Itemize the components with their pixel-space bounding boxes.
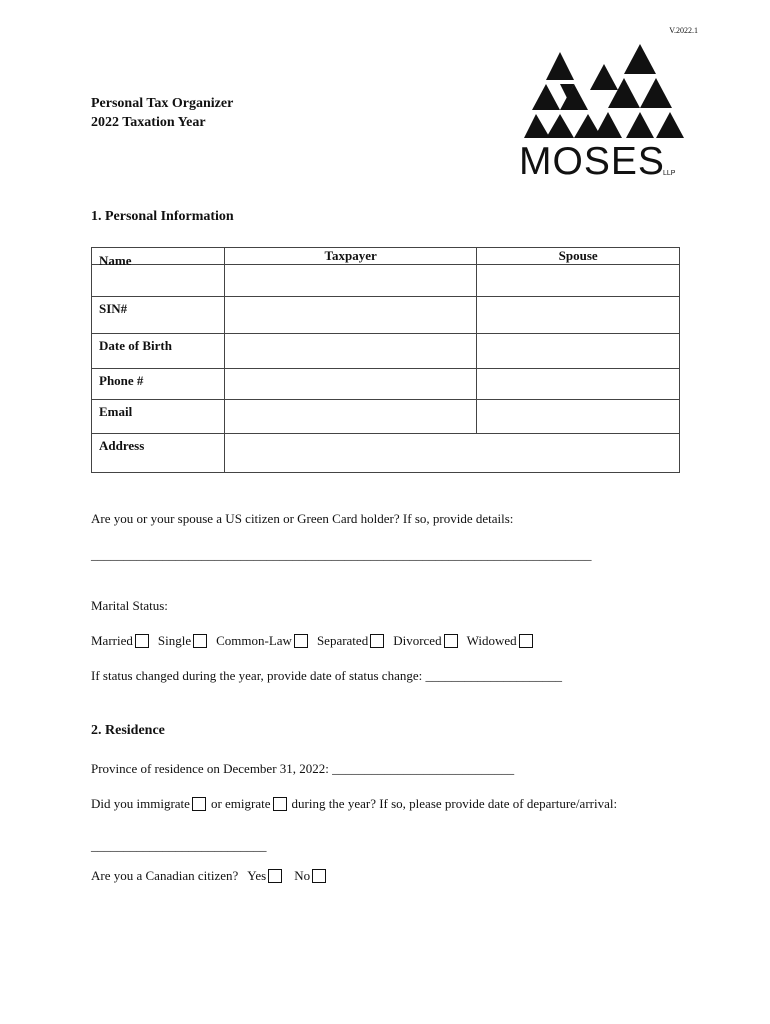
address-field[interactable] [225, 434, 680, 473]
option-single-label: Single [157, 633, 192, 648]
version-label: V.2022.1 [669, 26, 698, 35]
option-single[interactable] [158, 633, 207, 649]
single-checkbox[interactable] [193, 634, 207, 648]
section-heading-residence: 2. Residence [91, 723, 165, 738]
option-divorced[interactable] [393, 633, 457, 649]
title-line-1: Personal Tax Organizer [91, 96, 234, 111]
immigrate-label: Did you immigrate [91, 796, 190, 811]
option-common-law[interactable] [216, 633, 308, 649]
option-divorced-label: Divorced [393, 633, 442, 648]
row-label-phone: Phone # [92, 369, 225, 400]
yes-checkbox[interactable] [268, 869, 282, 883]
us-details-line[interactable]: _____________________________________________________________________________ [91, 547, 592, 562]
option-separated-label: Separated [316, 633, 369, 648]
taxpayer-name-field[interactable] [225, 265, 477, 297]
option-married-label: Married [91, 633, 133, 648]
row-label-address: Address [92, 434, 225, 473]
immigrate-checkbox[interactable] [192, 797, 206, 811]
canadian-citizen-question [91, 868, 326, 884]
column-header-spouse: Spouse [477, 248, 680, 265]
spouse-phone-field[interactable] [477, 369, 680, 400]
no-checkbox[interactable] [312, 869, 326, 883]
yes-label: Yes [247, 868, 267, 883]
married-checkbox[interactable] [135, 634, 149, 648]
taxpayer-phone-field[interactable] [225, 369, 477, 400]
row-label-email: Email [92, 400, 225, 434]
common-law-checkbox[interactable] [294, 634, 308, 648]
divorced-checkbox[interactable] [444, 634, 458, 648]
spouse-sin-field[interactable] [477, 297, 680, 334]
option-widowed-label: Widowed [466, 633, 517, 648]
widowed-checkbox[interactable] [519, 634, 533, 648]
spouse-email-field[interactable] [477, 400, 680, 434]
column-header-taxpayer: Taxpayer [225, 248, 477, 265]
marital-status-label: Marital Status: [91, 598, 168, 613]
taxpayer-sin-field[interactable] [225, 297, 477, 334]
row-label-dob: Date of Birth [92, 334, 225, 369]
option-separated[interactable] [317, 633, 384, 649]
taxpayer-email-field[interactable] [225, 400, 477, 434]
option-widowed[interactable] [467, 633, 533, 649]
us-citizen-question: Are you or your spouse a US citizen or Green Card holder? If so, provide details: [91, 511, 514, 526]
separated-checkbox[interactable] [370, 634, 384, 648]
taxpayer-dob-field[interactable] [225, 334, 477, 369]
personal-info-table [91, 247, 680, 473]
no-label: No [294, 868, 311, 883]
title-line-2: 2022 Taxation Year [91, 115, 206, 130]
document-title [91, 94, 233, 132]
option-married[interactable] [91, 633, 149, 649]
logo-wordmark: MOSES [519, 140, 665, 183]
spouse-name-field[interactable] [477, 265, 680, 297]
logo-suffix: LLP [663, 170, 676, 177]
row-label-name: Name [92, 265, 225, 297]
section-heading-personal: 1. Personal Information [91, 209, 234, 224]
spouse-dob-field[interactable] [477, 334, 680, 369]
immigration-date-line[interactable]: ___________________________ [91, 838, 267, 853]
option-common-law-label: Common-Law [216, 633, 292, 648]
emigrate-checkbox[interactable] [273, 797, 287, 811]
citizen-question-label: Are you a Canadian citizen? [91, 868, 239, 883]
emigrate-label: or emigrate [210, 796, 271, 811]
marital-status-options [91, 633, 542, 649]
immigration-date-prompt: during the year? If so, please provide date of departure/arrival: [291, 796, 618, 811]
immigration-question [91, 796, 617, 812]
row-label-sin: SIN# [92, 297, 225, 334]
province-question[interactable]: Province of residence on December 31, 2022: ____________________________ [91, 761, 515, 776]
status-change-question[interactable]: If status changed during the year, provide date of status change: _____________________ [91, 668, 562, 683]
